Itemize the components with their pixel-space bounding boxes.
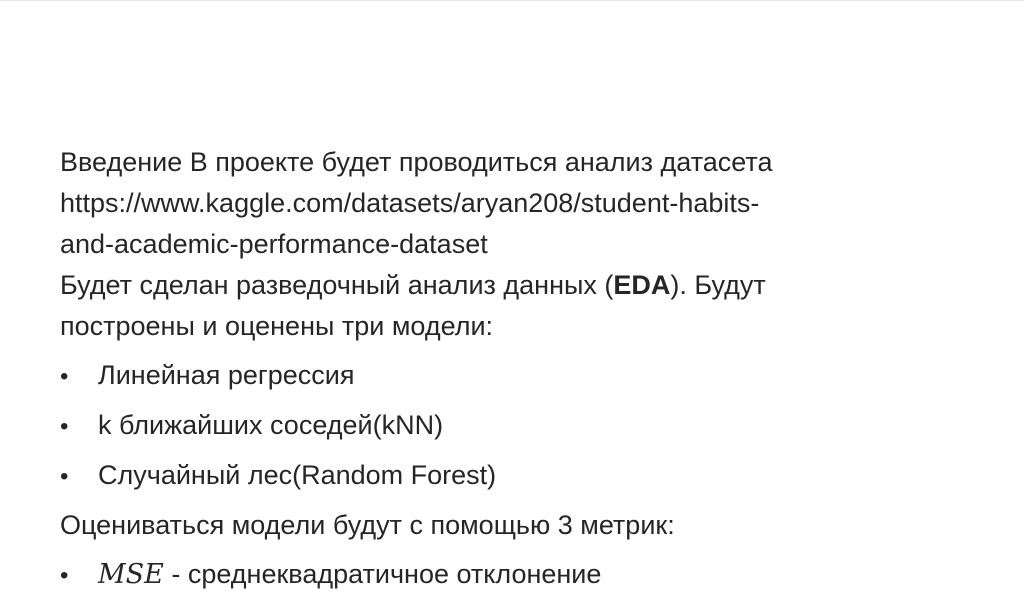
bullet-icon: • (60, 463, 69, 490)
list-item (60, 554, 960, 596)
metrics-list (60, 554, 960, 596)
model-knn: k ближайших соседей(kNN) (98, 410, 444, 440)
bullet-icon: • (60, 562, 69, 589)
models-list (60, 355, 960, 497)
model-random-forest: Случайный лес(Random Forest) (98, 460, 497, 490)
eda-paragraph (60, 265, 960, 347)
model-linear-regression: Линейная регрессия (98, 360, 355, 390)
slide-content (60, 142, 960, 596)
models-intro-line: построены и оценены три модели: (60, 311, 494, 341)
eda-abbreviation: EDA (613, 270, 671, 300)
mse-description: - среднеквадратичное отклонение (163, 559, 602, 589)
eda-text-after: ). Будут (670, 270, 766, 300)
dataset-url-line-1: https://www.kaggle.com/datasets/aryan208/student-habits- (60, 188, 760, 218)
mse-formula: MSE (98, 559, 164, 590)
intro-line-1: Введение В проекте будет проводиться анализ датасета (60, 147, 773, 177)
intro-paragraph (60, 142, 960, 265)
bullet-icon: • (60, 413, 69, 440)
bullet-icon: • (60, 363, 69, 390)
eda-text-before: Будет сделан разведочный анализ данных ( (60, 270, 614, 300)
metric-mse (98, 554, 960, 595)
list-item (60, 355, 960, 397)
dataset-url-line-2: and-academic-performance-dataset (60, 229, 488, 259)
list-item (60, 405, 960, 447)
slide-top-border (0, 0, 1024, 1)
metrics-intro: Оцениваться модели будут с помощью 3 метрик: (60, 510, 675, 540)
list-item (60, 455, 960, 497)
